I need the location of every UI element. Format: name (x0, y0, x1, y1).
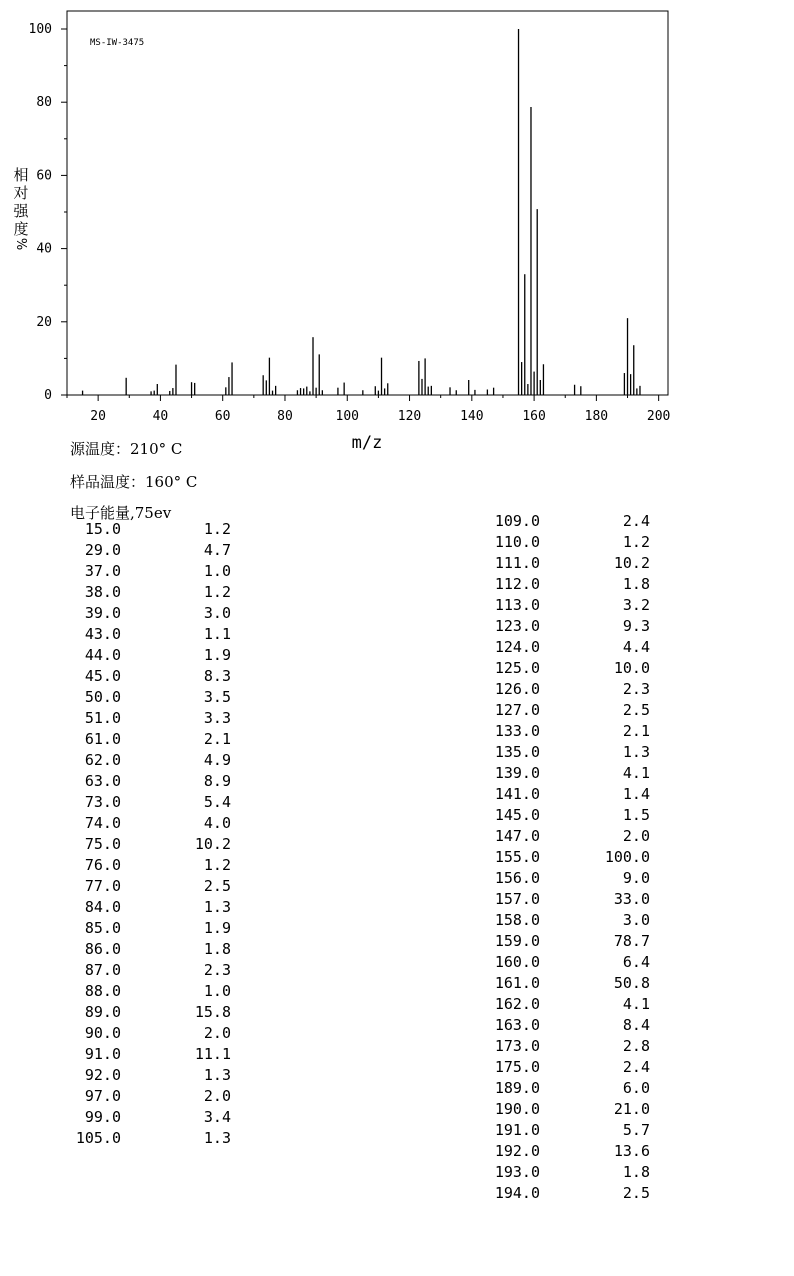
peak-row (482, 532, 650, 553)
peak-abundance: 1.8 (622, 1163, 650, 1181)
peak-abundance: 8.3 (203, 667, 231, 685)
peak-mz: 99.0 (84, 1108, 121, 1126)
peak-row (482, 994, 650, 1015)
peak-mz: 77.0 (84, 877, 121, 895)
peak-abundance: 50.8 (613, 974, 650, 992)
peak-row (64, 540, 231, 561)
peak-mz: 190.0 (494, 1100, 540, 1118)
peak-abundance: 6.4 (622, 953, 650, 971)
peak-row (64, 1044, 231, 1065)
peak-abundance: 3.4 (203, 1108, 231, 1126)
peak-row (482, 616, 650, 637)
peak-row (64, 792, 231, 813)
peak-row (482, 574, 650, 595)
peak-row (482, 1183, 650, 1204)
x-tick-label: 180 (584, 409, 609, 424)
svg-text:%: % (13, 237, 28, 251)
peak-mz: 133.0 (494, 722, 540, 740)
peak-abundance: 10.2 (613, 554, 650, 572)
peak-mz: 88.0 (84, 982, 121, 1000)
peak-row (482, 1141, 650, 1162)
peak-row (64, 960, 231, 981)
x-tick-label: 40 (152, 409, 169, 424)
peak-mz: 63.0 (84, 772, 121, 790)
peak-mz: 173.0 (494, 1037, 540, 1055)
peak-mz: 74.0 (84, 814, 121, 832)
peak-abundance: 1.5 (622, 806, 650, 824)
peak-mz: 192.0 (494, 1142, 540, 1160)
peak-row (64, 645, 231, 666)
peak-abundance: 1.4 (622, 785, 650, 803)
peak-row (64, 603, 231, 624)
peak-mz: 110.0 (494, 533, 540, 551)
peak-row (64, 897, 231, 918)
peak-row (482, 973, 650, 994)
peak-abundance: 2.8 (622, 1037, 650, 1055)
peak-abundance: 100.0 (604, 848, 650, 866)
peak-row (482, 805, 650, 826)
peak-mz: 189.0 (494, 1079, 540, 1097)
peak-row (64, 771, 231, 792)
peak-row (482, 595, 650, 616)
peak-mz: 38.0 (84, 583, 121, 601)
peak-abundance: 4.7 (203, 541, 231, 559)
peak-abundance: 1.3 (203, 1129, 231, 1147)
peak-row (482, 952, 650, 973)
peak-mz: 147.0 (494, 827, 540, 845)
peak-abundance: 2.5 (622, 701, 650, 719)
peak-row (482, 889, 650, 910)
peak-mz: 29.0 (84, 541, 121, 559)
peak-abundance: 3.3 (203, 709, 231, 727)
y-tick-label: 100 (28, 22, 52, 37)
peak-mz: 113.0 (494, 596, 540, 614)
peak-table-left (64, 519, 231, 1149)
peak-mz: 51.0 (84, 709, 121, 727)
peak-row (64, 834, 231, 855)
peak-row (64, 1128, 231, 1149)
peak-abundance: 1.8 (203, 940, 231, 958)
peak-abundance: 1.2 (203, 856, 231, 874)
peak-row (482, 1057, 650, 1078)
peak-abundance: 3.0 (622, 911, 650, 929)
peak-abundance: 10.2 (194, 835, 231, 853)
peak-row (482, 637, 650, 658)
peak-mz: 125.0 (494, 659, 540, 677)
y-tick-label: 40 (36, 241, 52, 257)
peak-abundance: 4.1 (622, 764, 650, 782)
peak-row (482, 847, 650, 868)
source-temperature: 源温度：210° C (70, 440, 183, 458)
peak-abundance: 2.0 (622, 827, 650, 845)
y-tick-label: 80 (36, 95, 52, 111)
peak-mz: 62.0 (84, 751, 121, 769)
peak-mz: 160.0 (494, 953, 540, 971)
peak-mz: 111.0 (494, 554, 540, 572)
x-tick-label: 20 (90, 409, 106, 424)
peak-abundance: 1.0 (203, 982, 231, 1000)
peak-mz: 87.0 (84, 961, 121, 979)
peak-mz: 139.0 (494, 764, 540, 782)
peak-mz: 37.0 (84, 562, 121, 580)
peak-abundance: 4.9 (203, 751, 231, 769)
peak-row (482, 700, 650, 721)
peak-abundance: 1.8 (622, 575, 650, 593)
peak-row (64, 708, 231, 729)
peak-row (64, 1107, 231, 1128)
plot-frame (67, 11, 668, 395)
peak-abundance: 3.2 (622, 596, 650, 614)
peak-row (482, 658, 650, 679)
y-tick-label: 20 (36, 314, 52, 330)
peak-abundance: 4.1 (622, 995, 650, 1013)
peak-row (482, 742, 650, 763)
peak-row (64, 855, 231, 876)
peak-mz: 61.0 (84, 730, 121, 748)
peak-mz: 124.0 (494, 638, 540, 656)
peak-mz: 158.0 (494, 911, 540, 929)
peak-abundance: 10.0 (613, 659, 650, 677)
peak-row (64, 813, 231, 834)
x-tick-label: 120 (397, 409, 422, 424)
peak-mz: 45.0 (84, 667, 121, 685)
peak-abundance: 2.4 (622, 1058, 650, 1076)
peak-abundance: 2.0 (203, 1024, 231, 1042)
peak-abundance: 1.9 (203, 919, 231, 937)
peak-abundance: 9.0 (622, 869, 650, 887)
peak-mz: 193.0 (494, 1163, 540, 1181)
peak-abundance: 15.8 (194, 1003, 231, 1021)
peak-row (482, 868, 650, 889)
peak-abundance: 33.0 (613, 890, 650, 908)
peak-abundance: 2.3 (622, 680, 650, 698)
peak-row (64, 1023, 231, 1044)
peak-row (64, 624, 231, 645)
peak-mz: 123.0 (494, 617, 540, 635)
peak-abundance: 11.1 (194, 1045, 231, 1063)
peak-mz: 89.0 (84, 1003, 121, 1021)
peak-abundance: 8.4 (622, 1016, 650, 1034)
peak-mz: 84.0 (84, 898, 121, 916)
peak-mz: 126.0 (494, 680, 540, 698)
peak-row (64, 1086, 231, 1107)
peak-mz: 162.0 (494, 995, 540, 1013)
peak-table-right (482, 511, 650, 1204)
svg-text:度: 度 (13, 220, 29, 238)
peak-abundance: 1.1 (203, 625, 231, 643)
peak-row (64, 1002, 231, 1023)
peak-row (482, 784, 650, 805)
peak-row (482, 1078, 650, 1099)
peak-mz: 175.0 (494, 1058, 540, 1076)
peak-abundance: 78.7 (613, 932, 650, 950)
peak-mz: 97.0 (84, 1087, 121, 1105)
peak-abundance: 4.4 (622, 638, 650, 656)
peak-mz: 76.0 (84, 856, 121, 874)
peak-mz: 91.0 (84, 1045, 121, 1063)
x-tick-label: 160 (522, 409, 546, 424)
peak-row (482, 763, 650, 784)
peak-mz: 73.0 (84, 793, 121, 811)
peak-mz: 44.0 (84, 646, 121, 664)
peak-abundance: 2.4 (622, 512, 650, 530)
peak-mz: 157.0 (494, 890, 540, 908)
x-tick-label: 140 (460, 409, 484, 424)
x-tick-label: 200 (646, 409, 671, 424)
peak-row (482, 553, 650, 574)
peak-mz: 75.0 (84, 835, 121, 853)
svg-text:强: 强 (13, 202, 29, 220)
peak-row (64, 1065, 231, 1086)
peak-mz: 90.0 (84, 1024, 121, 1042)
peak-mz: 86.0 (84, 940, 121, 958)
peak-mz: 135.0 (494, 743, 540, 761)
peak-row (482, 1036, 650, 1057)
peak-abundance: 1.3 (203, 1066, 231, 1084)
peak-abundance: 5.7 (622, 1121, 650, 1139)
peak-abundance: 6.0 (622, 1079, 650, 1097)
peak-abundance: 21.0 (613, 1100, 650, 1118)
peak-mz: 163.0 (494, 1016, 540, 1034)
peak-abundance: 1.9 (203, 646, 231, 664)
peak-abundance: 2.3 (203, 961, 231, 979)
peak-abundance: 2.1 (203, 730, 231, 748)
sample-temperature: 样品温度：160° C (70, 473, 198, 491)
peak-abundance: 1.3 (622, 743, 650, 761)
peak-abundance: 9.3 (622, 617, 650, 635)
peak-row (64, 876, 231, 897)
x-tick-label: 100 (335, 409, 360, 424)
peak-mz: 105.0 (75, 1129, 121, 1147)
peak-abundance: 1.2 (203, 520, 231, 538)
peak-row (64, 582, 231, 603)
peak-row (64, 939, 231, 960)
peak-row (64, 729, 231, 750)
peak-mz: 145.0 (494, 806, 540, 824)
peak-mz: 50.0 (84, 688, 121, 706)
peak-mz: 39.0 (84, 604, 121, 622)
peak-row (64, 981, 231, 1002)
peak-row (482, 1162, 650, 1183)
peak-row (64, 561, 231, 582)
peak-row (482, 721, 650, 742)
peak-mz: 109.0 (494, 512, 540, 530)
peak-abundance: 1.0 (203, 562, 231, 580)
peak-abundance: 1.3 (203, 898, 231, 916)
peak-row (64, 918, 231, 939)
y-tick-label: 60 (36, 168, 52, 184)
peak-mz: 127.0 (494, 701, 540, 719)
peak-row (482, 679, 650, 700)
peak-mz: 112.0 (494, 575, 540, 593)
peak-row (482, 910, 650, 931)
peak-mz: 161.0 (494, 974, 540, 992)
peak-abundance: 2.5 (203, 877, 231, 895)
y-tick-label: 0 (44, 388, 52, 403)
peak-mz: 191.0 (494, 1121, 540, 1139)
peak-abundance: 4.0 (203, 814, 231, 832)
peak-mz: 43.0 (84, 625, 121, 643)
peak-abundance: 13.6 (613, 1142, 650, 1160)
peak-abundance: 2.1 (622, 722, 650, 740)
peak-abundance: 1.2 (203, 583, 231, 601)
peak-mz: 92.0 (84, 1066, 121, 1084)
peak-mz: 15.0 (84, 520, 121, 538)
mass-spectrum-chart (0, 0, 794, 460)
peak-mz: 156.0 (494, 869, 540, 887)
peak-row (64, 750, 231, 771)
peak-mz: 194.0 (494, 1184, 540, 1202)
peak-row (482, 1120, 650, 1141)
peak-row (482, 511, 650, 532)
peak-abundance: 2.5 (622, 1184, 650, 1202)
x-tick-label: 60 (214, 409, 231, 424)
peak-row (482, 826, 650, 847)
peak-mz: 155.0 (494, 848, 540, 866)
peak-abundance: 2.0 (203, 1087, 231, 1105)
electron-energy: 电子能量,75ev (70, 504, 172, 522)
peak-abundance: 5.4 (203, 793, 231, 811)
y-axis-label (13, 166, 29, 250)
peak-row (64, 519, 231, 540)
peak-row (64, 666, 231, 687)
svg-text:对: 对 (13, 184, 29, 202)
peak-abundance: 1.2 (622, 533, 650, 551)
svg-text:相: 相 (13, 166, 29, 184)
x-axis-label: m/z (351, 433, 383, 453)
chart-title: MS-IW-3475 (90, 38, 145, 48)
peak-abundance: 3.0 (203, 604, 231, 622)
peak-mz: 85.0 (84, 919, 121, 937)
peak-abundance: 3.5 (203, 688, 231, 706)
peak-abundance: 8.9 (203, 772, 231, 790)
peak-row (482, 931, 650, 952)
peak-row (482, 1099, 650, 1120)
peak-mz: 159.0 (494, 932, 540, 950)
peak-row (64, 687, 231, 708)
x-tick-label: 80 (277, 409, 293, 424)
peak-row (482, 1015, 650, 1036)
peak-mz: 141.0 (494, 785, 540, 803)
